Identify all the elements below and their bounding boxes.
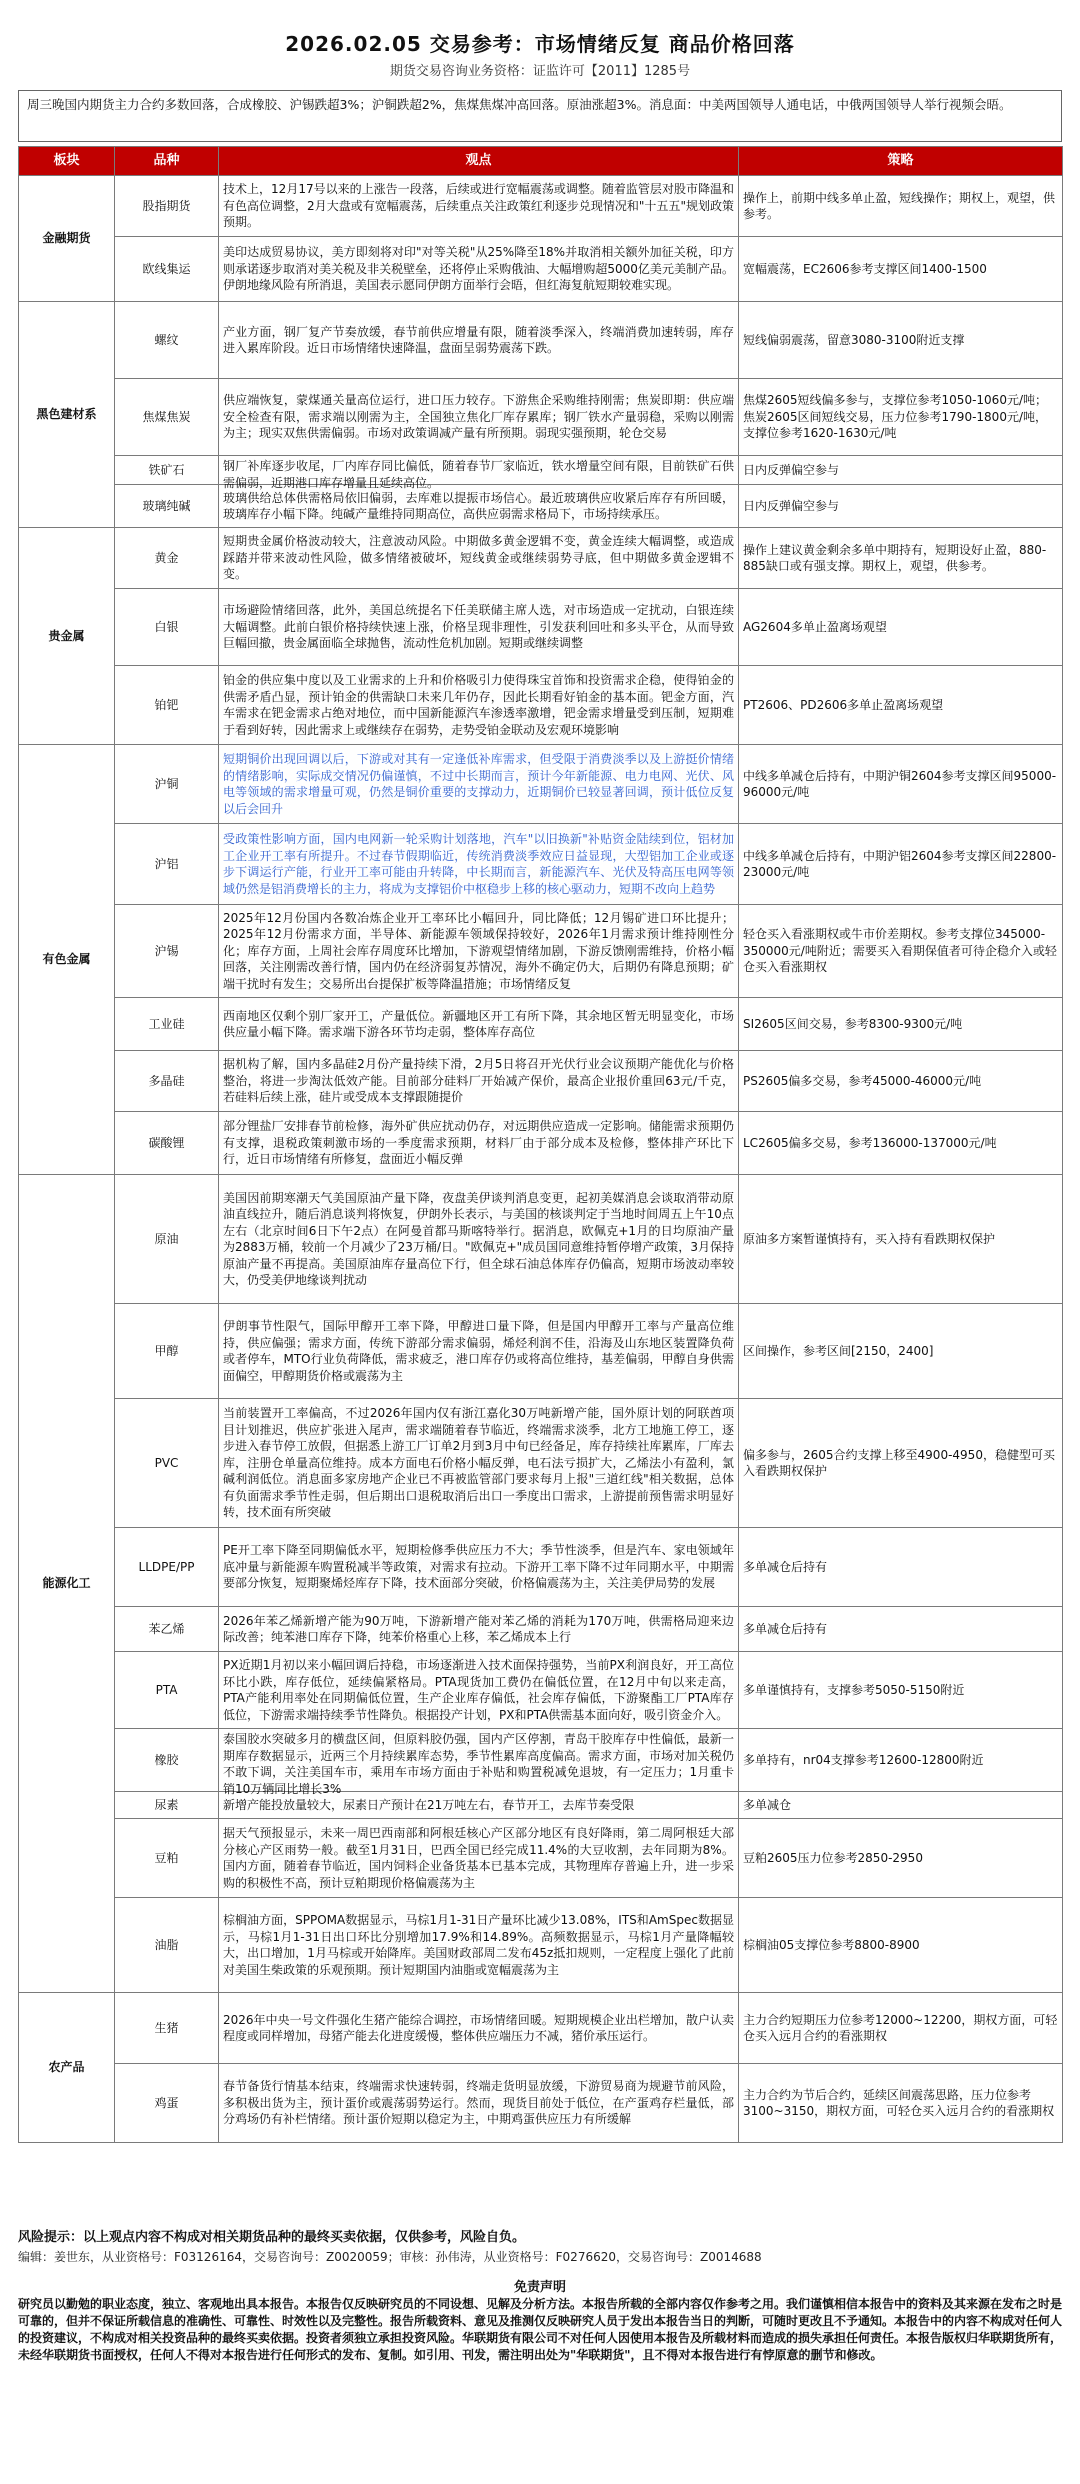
product-cell: 焦煤焦炭 bbox=[115, 379, 219, 456]
table-row bbox=[19, 1729, 1063, 1792]
view-cell bbox=[219, 1819, 739, 1898]
view-text: 2026年中央一号文件强化生猪产能综合调控，市场情绪回暖。短期规模企业出栏增加，散户认卖程度或同样增加，母猪产能去化进度缓慢，整体供应端压力不减，猪价承压运行。 bbox=[223, 2012, 734, 2043]
strategy-cell: AG2604多单止盈离场观望 bbox=[739, 589, 1063, 666]
strategy-cell: PT2606、PD2606多单止盈离场观望 bbox=[739, 666, 1063, 745]
disclaimer-text: 研究员以勤勉的职业态度，独立、客观地出具本报告。本报告仅反映研究员的不同设想、见解及分析方法。本报告所载的全部内容仅作参考之用。我们谨慎相信本报告中的资料及其来源在发布之时是可靠的，但并不保证所载信息的准确性、可靠性、时效性以及完整性。报告所载资料、意见及推测仅反映研究人员于发出本报告当日的判断，可随时更改且不予通知。本报告中的内容不构成对任何人的投资建议，不构成对相关投资品种的最终买卖依据。投资者须独立承担投资风险。华联期货有限公司不对任何人因使用本报告及所载材料而造成的损失承担任何责任。本报告版权归华联期货所有，未经华联期货书面授权，任何人不得对本报告进行任何形式的发布、复制。如引用、刊发，需注明出处为"华联期货"，且不得对本报告进行有悖原意的删节和修改。 bbox=[18, 2297, 1063, 2362]
strategy-cell: 原油多方案暂谨慎持有，买入持有看跌期权保护 bbox=[739, 1175, 1063, 1304]
product-cell: 生猪 bbox=[115, 1993, 219, 2064]
table-row bbox=[19, 379, 1063, 456]
view-cell bbox=[219, 666, 739, 745]
product-cell: 白银 bbox=[115, 589, 219, 666]
header-sector: 板块 bbox=[19, 147, 115, 176]
strategy-cell: 多单减仓 bbox=[739, 1792, 1063, 1819]
sector-cell: 贵金属 bbox=[19, 528, 115, 745]
view-text: 当前装置开工率偏高，不过2026年国内仅有浙江嘉化30万吨新增产能，国外原计划的阿联酋项目计划推迟，供应扩张进入尾声，需求端随着春节临近，终端需求淡季，北方工地施工停工，逐步进入春节停工放假，但据悉上游工厂订单2月到3月中旬已经备足，库存持续社库累库，厂库去库，注册仓单量高位维持。成本方面电石价格小幅反弹，电石法亏损扩大，乙烯法小有盈利，氯碱利润低位。消息面多家房地产企业已不再被监管部门要求每月上报"三道红线"相关数据，总体有负面需求季节性走弱，但后期出口退税取消后出口一季度出口需求，上游提前预售需求明显好转，技术面有所突破 bbox=[223, 1406, 734, 1520]
view-cell bbox=[219, 1607, 739, 1652]
view-text: 泰国胶水突破多月的横盘区间，但原料胶仍强，国内产区停割，青岛干胶库存中性偏低，最新一期库存数据显示，近两三个月持续累库态势，季节性累库高度偏高。需求方面，市场对加关税仍不敢下调，关注美国车市，乘用车市场方面由于补贴和购置税减免退坡，有一定压力；1月重卡销10万辆同比增长3% bbox=[223, 1732, 734, 1796]
view-text: 技术上，12月17号以来的上涨告一段落，后续或进行宽幅震荡或调整。随着监管层对股市降温和有色高位调整，2月大盘或有宽幅震荡，后续重点关注政策红利逐步兑现情况和"十五五"规划政策预期。 bbox=[223, 182, 734, 230]
view-text: 市场避险情绪回落，此外，美国总统提名下任美联储主席人选，对市场造成一定扰动，白银连续大幅调整。此前白银价格持续快速上涨，价格呈现非理性，引发获利回吐和多头平仓，从而导致巨幅回撤，贵金属面临全球抛售，流动性危机加剧。短期或继续调整 bbox=[223, 603, 734, 651]
product-cell: PTA bbox=[115, 1652, 219, 1729]
table-row bbox=[19, 176, 1063, 237]
strategy-cell: 主力合约为节后合约，延续区间震荡思路，压力位参考3100~3150，期权方面，可轻仓买入远月合约的看涨期权 bbox=[739, 2064, 1063, 2143]
product-cell: 多晶硅 bbox=[115, 1051, 219, 1112]
view-text: 玻璃供给总体供需格局依旧偏弱，去库难以提振市场信心。最近玻璃供应收紧后库存有所回暖，玻璃库存小幅下降。纯碱产量维持同期高位，高供应弱需求格局下，市场持续承压。 bbox=[223, 490, 734, 521]
product-cell: 甲醇 bbox=[115, 1304, 219, 1399]
view-cell bbox=[219, 1528, 739, 1607]
strategy-cell: 操作上建议黄金剩余多单中期持有，短期设好止盈，880-885缺口或有强支撑。期权上，观望，供参考。 bbox=[739, 528, 1063, 589]
table-row bbox=[19, 1051, 1063, 1112]
product-cell: LLDPE/PP bbox=[115, 1528, 219, 1607]
view-cell bbox=[219, 1898, 739, 1993]
strategy-cell: SI2605区间交易，参考8300-9300元/吨 bbox=[739, 998, 1063, 1051]
product-cell: 油脂 bbox=[115, 1898, 219, 1993]
product-cell: 沪锡 bbox=[115, 905, 219, 998]
product-cell: 螺纹 bbox=[115, 302, 219, 379]
view-cell bbox=[219, 998, 739, 1051]
table-row bbox=[19, 1175, 1063, 1304]
view-cell bbox=[219, 176, 739, 237]
view-text: 美国因前期寒潮天气美国原油产量下降，夜盘美伊谈判消息变更，起初美媒消息会谈取消带动原油直线拉升，随后消息谈判将恢复，伊朗外长表示，与美国的核谈判定于当地时间周五上午10点左右（北京时间6日下午2点）在阿曼首都马斯喀特举行。据消息，欧佩克+1月的日均原油产量为2883万桶，较前一个月减少了23万桶/日。"欧佩克+"成员国同意维持暂停增产政策，3月保持原油产量不再提高。美国原油库存量高位下行，但全球石油总体库存仍偏高，短期市场波动率较大，仍受美伊地缘谈判扰动 bbox=[223, 1190, 734, 1287]
strategy-cell: 日内反弹偏空参与 bbox=[739, 456, 1063, 485]
view-text: 短期铜价出现回调以后，下游或对其有一定逢低补库需求，但受限于消费淡季以及上游挺价情绪的情绪影响，实际成交情况仍偏谨慎，不过中长期而言，预计今年新能源、电力电网、光伏、风电等领域的需求增量可观，仍然是铜价重要的支撑动力，近期铜价已较显著回调，预计低位反复以后会回升 bbox=[223, 752, 734, 816]
product-cell: 尿素 bbox=[115, 1792, 219, 1819]
sector-cell: 金融期货 bbox=[19, 176, 115, 302]
table-row bbox=[19, 528, 1063, 589]
risk-warning: 风险提示：以上观点内容不构成对相关期货品种的最终买卖依据，仅供参考，风险自负。 bbox=[18, 2230, 526, 2245]
view-cell bbox=[219, 745, 739, 824]
view-text: 供应端恢复，蒙煤通关量高位运行，进口压力较存。下游焦企采购维持刚需；焦炭即期：供应端安全检查有限，需求端以刚需为主，全国独立焦化厂库存累库；钢厂铁水产量弱稳，采购以刚需为主；现实双焦供需偏弱。市场对政策调减产量有所预期。弱现实强预期，轮仓交易 bbox=[223, 393, 734, 441]
product-cell: 黄金 bbox=[115, 528, 219, 589]
view-cell bbox=[219, 589, 739, 666]
strategy-cell: 中线多单减仓后持有，中期沪铝2604参考支撑区间22800-23000元/吨 bbox=[739, 824, 1063, 905]
product-cell: 铂钯 bbox=[115, 666, 219, 745]
strategy-cell: 主力合约短期压力位参考12000~12200，期权方面，可轻仓买入远月合约的看涨期权 bbox=[739, 1993, 1063, 2064]
strategy-cell: 日内反弹偏空参与 bbox=[739, 485, 1063, 528]
strategy-cell: 焦煤2605短线偏多参与，支撑位参考1050-1060元/吨；焦炭2605区间短线交易，压力位参考1790-1800元/吨，支撑位参考1620-1630元/吨 bbox=[739, 379, 1063, 456]
product-cell: 苯乙烯 bbox=[115, 1607, 219, 1652]
table-row bbox=[19, 1993, 1063, 2064]
table-row bbox=[19, 485, 1063, 528]
view-text: 美印达成贸易协议，美方即刻将对印"对等关税"从25%降至18%并取消相关额外加征关税，印方则承诺逐步取消对美关税及非关税壁垒，还将停止采购俄油、大幅增购超5000亿美元美制产品。伊朗地缘风险有所消退，美国表示愿同伊朗方面举行会晤，但红海复航短期较难实现。 bbox=[223, 245, 734, 293]
product-cell: 工业硅 bbox=[115, 998, 219, 1051]
disclaimer-title: 免责声明 bbox=[513, 2280, 566, 2295]
strategy-cell: 豆粕2605压力位参考2850-2950 bbox=[739, 1819, 1063, 1898]
product-cell: 橡胶 bbox=[115, 1729, 219, 1792]
table-row bbox=[19, 589, 1063, 666]
qualification-line: 期货交易咨询业务资格：证监许可【2011】1285号 bbox=[389, 64, 691, 79]
view-cell bbox=[219, 1652, 739, 1729]
table-row bbox=[19, 824, 1063, 905]
strategy-cell: 多单谨慎持有，支撑参考5050-5150附近 bbox=[739, 1652, 1063, 1729]
table-row bbox=[19, 456, 1063, 485]
product-cell: PVC bbox=[115, 1399, 219, 1528]
table-row bbox=[19, 1399, 1063, 1528]
table-row bbox=[19, 2064, 1063, 2143]
view-text: 短期贵金属价格波动较大，注意波动风险。中期做多黄金逻辑不变，黄金连续大幅调整，或造成踩踏并带来波动性风险，做多情绪被破坏，短线黄金或继续弱势寻底，但中期做多黄金逻辑不变。 bbox=[223, 534, 734, 582]
table-row bbox=[19, 998, 1063, 1051]
table-row bbox=[19, 1819, 1063, 1898]
strategy-cell: 宽幅震荡，EC2606参考支撑区间1400-1500 bbox=[739, 237, 1063, 302]
view-text: 据天气预报显示，未来一周巴西南部和阿根廷核心产区部分地区有良好降雨，第二周阿根廷大部分核心产区雨势一般。截至1月31日，巴西全国已经完成11.4%的大豆收割，去年同期为8%。国内方面，随着春节临近，国内饲料企业备货基本已基本完成，其物理库存普遍上升，进一步采购的积极性不高，预计豆粕期现价格偏震荡为主 bbox=[223, 1826, 734, 1890]
header-strategy: 策略 bbox=[739, 147, 1063, 176]
view-cell bbox=[219, 456, 739, 490]
strategy-cell: 区间操作，参考区间[2150，2400] bbox=[739, 1304, 1063, 1399]
view-text: 伊朗事节性限气，国际甲醇开工率下降，甲醇进口量下降，但是国内甲醇开工率与产量高位维持，供应偏强；需求方面，传统下游部分需求偏弱，烯烃利润不佳，沿海及山东地区装置降负荷或者停车，MTO行业负荷降低，需求疲乏，港口库存仍或将高位维持，基差偏弱，甲醇自身供需面偏空，甲醇期货价格或震荡为主 bbox=[223, 1319, 734, 1383]
view-cell bbox=[219, 905, 739, 998]
view-cell bbox=[219, 237, 739, 302]
view-text: 2025年12月份国内各数冶炼企业开工率环比小幅回升，同比降低；12月锡矿进口环比提升；2025年12月份需求方面，半导体、新能源车领域保持较好，2026年1月需求预计维持刚性分化；库存方面，上周社会库存周度环比增加，下游观望情绪加剧，下游反馈刚需维持，价格小幅回落，关注刚需改善行情，国内仍在经济弱复苏情况，海外不确定仍大，后期仍有降息预期；矿端干扰时有发生；交易所出台提保扩板等降温措施；市场情绪反复 bbox=[223, 910, 734, 991]
view-text: 2026年苯乙烯新增产能为90万吨，下游新增产能对苯乙烯的消耗为170万吨，供需格局迎来边际改善；纯苯港口库存下降，纯苯价格重心上移，苯乙烯成本上行 bbox=[223, 1613, 734, 1644]
product-cell: 沪铝 bbox=[115, 824, 219, 905]
table-body bbox=[19, 176, 1063, 2143]
strategy-cell: 多单减仓后持有 bbox=[739, 1607, 1063, 1652]
view-cell bbox=[219, 1304, 739, 1399]
view-cell bbox=[219, 2064, 739, 2143]
strategy-cell: 多单持有，nr04支撑参考12600-12800附近 bbox=[739, 1729, 1063, 1792]
view-cell bbox=[219, 1993, 739, 2064]
sector-cell: 黑色建材系 bbox=[19, 302, 115, 528]
table-row bbox=[19, 1652, 1063, 1729]
product-cell: 铁矿石 bbox=[115, 456, 219, 485]
table-row bbox=[19, 1792, 1063, 1819]
view-cell bbox=[219, 1112, 739, 1175]
view-text: 钢厂补库逐步收尾，厂内库存同比偏低，随着春节厂家临近，铁水增量空间有限，目前铁矿石供需偏弱，近期港口库存增量且延续高位。 bbox=[223, 459, 734, 490]
strategy-cell: 偏多参与，2605合约支撑上移至4900-4950，稳健型可买入看跌期权保护 bbox=[739, 1399, 1063, 1528]
strategy-cell: 棕榈油05支撑位参考8800-8900 bbox=[739, 1898, 1063, 1993]
table-row bbox=[19, 302, 1063, 379]
table-row bbox=[19, 905, 1063, 998]
product-cell: 豆粕 bbox=[115, 1819, 219, 1898]
strategy-cell: 轻仓买入看涨期权或牛市价差期权。参考支撑位345000-350000元/吨附近；需要买入看期保值者可待企稳介入或轻仓买入看涨期权 bbox=[739, 905, 1063, 998]
table-row bbox=[19, 666, 1063, 745]
table-row bbox=[19, 1304, 1063, 1399]
table-row bbox=[19, 745, 1063, 824]
report-title: 2026.02.05 交易参考：市场情绪反复 商品价格回落 bbox=[285, 32, 795, 56]
product-cell: 欧线集运 bbox=[115, 237, 219, 302]
view-text: 铂金的供应集中度以及工业需求的上升和价格吸引力使得珠宝首饰和投资需求企稳，使得铂金的供需矛盾凸显，预计铂金的供需缺口未来几年仍存，因此长期看好铂金的基本面。钯金方面，汽车需求在钯金需求占绝对地位，而中国新能源汽车渗透率激增，钯金需求增量受到压制，短期难于看到好转，因此需求上或继续存在弱势，走势受铂金联动及宏观环境影响 bbox=[223, 673, 734, 737]
sector-cell: 有色金属 bbox=[19, 745, 115, 1175]
view-cell bbox=[219, 1399, 739, 1528]
view-text: 春节备货行情基本结束，终端需求快速转弱，终端走货明显放缓，下游贸易商为规避节前风险，多积极出货为主，预计蛋价或震荡弱势运行。然而，现货目前处于低位，在产蛋鸡存栏量低，部分鸡场仍有补栏情绪。预计蛋价短期以稳定为主，中期鸡蛋供应压力有所缓解 bbox=[223, 2079, 734, 2127]
reference-table bbox=[18, 146, 1063, 2143]
view-cell bbox=[219, 1729, 739, 1796]
view-text: 受政策性影响方面，国内电网新一轮采购计划落地，汽车"以旧换新"补贴资金陆续到位，铝材加工企业开工率有所提升。不过春节假期临近，传统消费淡季效应日益显现，大型铝加工企业或逐步下调运行产能，行业开工率可能由升转降，中长期而言，新能源汽车、光伏及特高压电网等领域仍然是铝消费增长的主力，将成为支撑铝价中枢稳步上移的核心驱动力，短期不改向上趋势 bbox=[223, 832, 734, 896]
product-cell: 股指期货 bbox=[115, 176, 219, 237]
strategy-cell: LC2605偏多交易，参考136000-137000元/吨 bbox=[739, 1112, 1063, 1175]
sector-cell: 农产品 bbox=[19, 1993, 115, 2143]
market-summary: 周三晚国内期货主力合约多数回落，合成橡胶、沪锡跌超3%；沪铜跌超2%，焦煤焦煤冲高回落。原油涨超3%。消息面：中美两国领导人通电话，中俄两国领导人举行视频会晤。 bbox=[18, 90, 1062, 142]
author-line: 编辑：姜世东，从业资格号：F03126164，交易咨询号：Z0020059；审核：孙伟涛，从业资格号：F0276620，交易咨询号：Z0014688 bbox=[18, 2250, 762, 2264]
table-row bbox=[19, 237, 1063, 302]
product-cell: 鸡蛋 bbox=[115, 2064, 219, 2143]
table-header-row bbox=[19, 147, 1063, 176]
view-text: 产业方面，钢厂复产节奏放缓，春节前供应增量有限，随着淡季深入，终端消费加速转弱，库存进入累库阶段。近日市场情绪快速降温，盘面呈弱势震荡下跌。 bbox=[223, 324, 734, 355]
product-cell: 原油 bbox=[115, 1175, 219, 1304]
strategy-cell: 操作上，前期中线多单止盈，短线操作；期权上，观望，供参考。 bbox=[739, 176, 1063, 237]
product-cell: 碳酸锂 bbox=[115, 1112, 219, 1175]
view-text: PE开工率下降至同期偏低水平，短期检修季供应压力不大；季节性淡季，但是汽车、家电领域年底冲量与新能源车购置税减半等政策，对需求有拉动。下游开工率下降不过年同期水平，中期需要部分恢复，短期聚烯烃库存下降，技术面部分突破，价格偏震荡为主，关注美伊局势的发展 bbox=[223, 1543, 734, 1591]
sector-cell: 能源化工 bbox=[19, 1175, 115, 1993]
header-view: 观点 bbox=[219, 147, 739, 176]
header-product: 品种 bbox=[115, 147, 219, 176]
view-cell bbox=[219, 485, 739, 528]
table-row bbox=[19, 1898, 1063, 1993]
view-text: 西南地区仅剩个别厂家开工，产量低位。新疆地区开工有所下降，其余地区暂无明显变化，市场供应量小幅下降。需求端下游各环节均走弱，整体库存高位 bbox=[223, 1008, 734, 1039]
strategy-cell: 中线多单减仓后持有，中期沪铜2604参考支撑区间95000-96000元/吨 bbox=[739, 745, 1063, 824]
view-cell bbox=[219, 1051, 739, 1112]
view-cell bbox=[219, 528, 739, 589]
table-row bbox=[19, 1528, 1063, 1607]
strategy-cell: PS2605偏多交易，参考45000-46000元/吨 bbox=[739, 1051, 1063, 1112]
view-cell bbox=[219, 1175, 739, 1304]
view-text: 部分锂盐厂安排春节前检修，海外矿供应扰动仍存，对远期供应造成一定影响。储能需求预期仍有支撑，退税政策刺激市场的一季度需求预期，材料厂由于部分成本及检修，整体排产环比下行，近日市场情绪有所修复，盘面近小幅反弹 bbox=[223, 1119, 734, 1167]
strategy-cell: 多单减仓后持有 bbox=[739, 1528, 1063, 1607]
view-text: 新增产能投放量较大，尿素日产预计在21万吨左右，春节开工，去库节奏受限 bbox=[223, 1797, 635, 1812]
product-cell: 沪铜 bbox=[115, 745, 219, 824]
view-cell bbox=[219, 302, 739, 379]
strategy-cell: 短线偏弱震荡，留意3080-3100附近支撑 bbox=[739, 302, 1063, 379]
product-cell: 玻璃纯碱 bbox=[115, 485, 219, 528]
view-cell bbox=[219, 824, 739, 905]
view-cell bbox=[219, 379, 739, 456]
view-text: 据机构了解，国内多晶硅2月份产量持续下滑，2月5日将召开光伏行业会议预期产能优化与价格整治，将进一步淘汰低效产能。目前部分硅料厂开始减产保价，最高企业报价重回63元/千克，若硅料后续上涨，硅片或受成本支撑跟随提价 bbox=[223, 1057, 734, 1105]
view-text: 棕榈油方面，SPPOMA数据显示，马棕1月1-31日产量环比减少13.08%，ITS和AmSpec数据显示，马棕1月1-31日出口环比分别增加17.9%和14.89%。高频数据显示，马棕1月产量降幅较大，出口增加，1月马棕或开始降库。美国财政部周二发布45z抵扣规则，一定程度上强化了此前对美国生柴政策的乐观预期。预计短期国内油脂或宽幅震荡为主 bbox=[223, 1913, 734, 1977]
table-row bbox=[19, 1112, 1063, 1175]
view-text: PX近期1月初以来小幅回调后持稳，市场逐渐进入技术面保持强势，当前PX利润良好，开工高位环比小跌，库存低位，延续偏紧格局。PTA现货加工费仍在偏低位置，在12月中旬以来走高，PTA产能利用率处在同期偏低位置，生产企业库存偏低，社会库存偏低，下游聚酯工厂PTA库存低位，下游需求端持续季节性降负。根据投产计划，PX和PTA供需基本面向好，吸引资金介入。 bbox=[223, 1658, 734, 1722]
table-row bbox=[19, 1607, 1063, 1652]
